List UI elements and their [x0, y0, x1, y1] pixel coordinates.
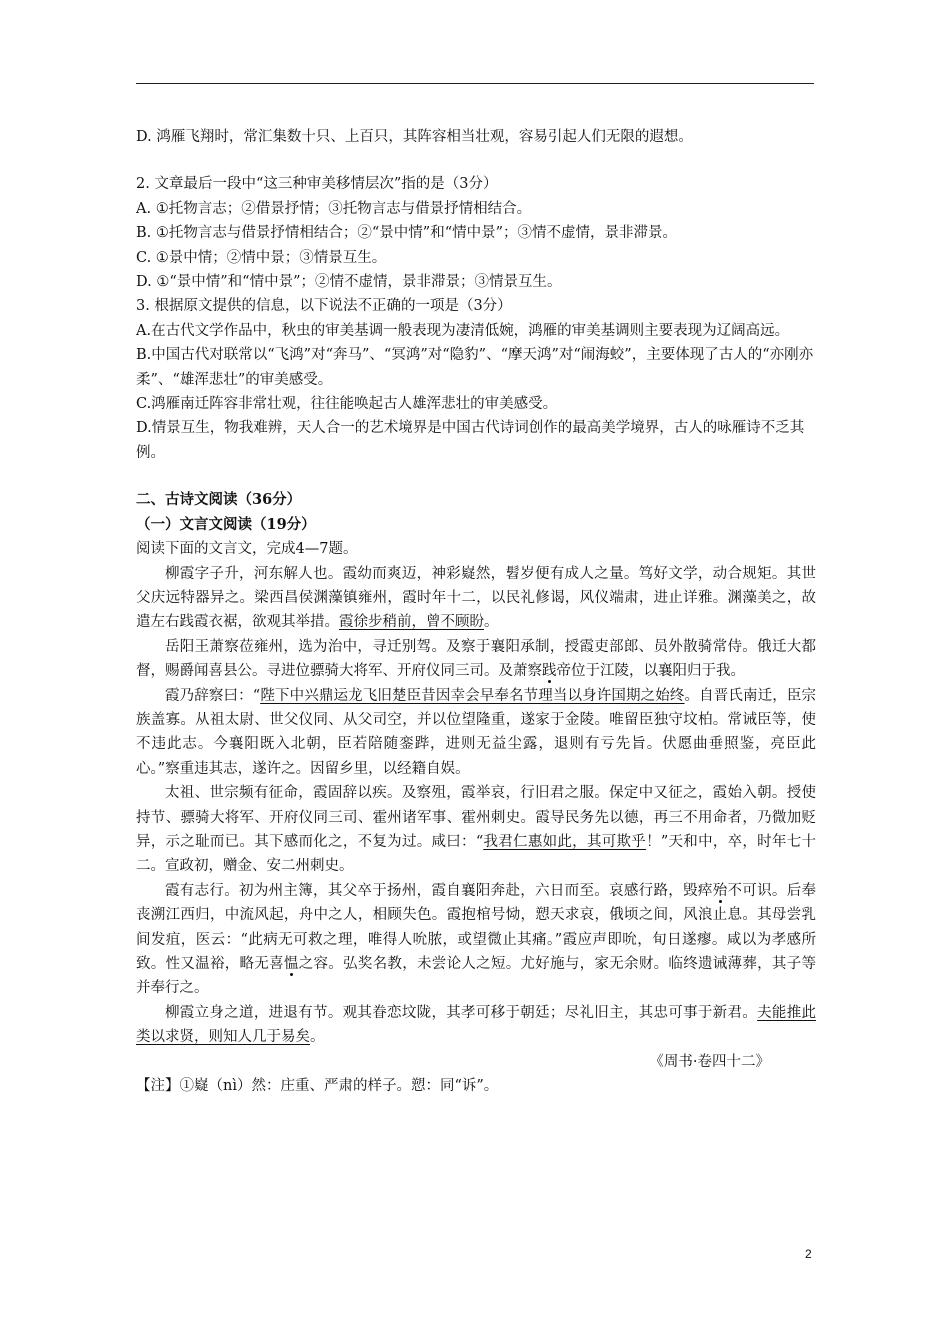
- page-content: [136, 125, 816, 1098]
- underlined-sentence: 我君仁惠如此，其可欺乎: [483, 833, 647, 850]
- question-2: [136, 172, 816, 294]
- underlined-sentence: 陛下中兴鼎运龙飞旧楚臣昔因幸会早奉名节理当以身许国期之始终: [260, 687, 685, 704]
- subsection-heading: （一）文言文阅读（19分）: [136, 515, 316, 533]
- q3-option-c: C.鸿雁南迁阵容非常壮观，往往能唤起古人雄浑悲壮的审美感受。: [136, 396, 558, 413]
- page-number: 2: [805, 1247, 812, 1261]
- underlined-sentence: 夫能推此类以求贤，则知人几于易矣: [136, 1004, 817, 1046]
- passage-paragraph-5: 霞有志行。初为州主簿，其父卒于扬州，霞自襄阳奔赴，六日而至。哀感行路，毁瘁殆不可识。后奉丧溯江西归，中流风起，舟中之人，相顾失色。霞抱棺号恸，愬天求哀，俄顷之间，风浪止息。其母尝乳间发疽，医云：“此病无可救之理，唯得人吮脓，或望微止其痛。”霞应声即吮，旬日遂瘳。咸以为孝感所致。性又温裕，略无喜愠之容。弘奖名教，未尝论人之短。尤好施与，家无余财。临终遗诫薄葬，其子等并奉行之。: [136, 882, 817, 997]
- passage-source: 《周书·卷四十二》: [649, 1053, 770, 1070]
- section-heading: 二、古诗文阅读（36分）: [136, 491, 302, 509]
- dotted-character: 殆: [712, 882, 728, 899]
- footnote: 【注】①嶷（nì）然：庄重、严肃的样子。愬：同“诉”。: [136, 1078, 499, 1095]
- q3-option-a: A.在古代文学作品中，秋虫的审美基调一般表现为凄清低婉，鸿雁的审美基调则主要表现为辽阔高远。: [136, 322, 790, 339]
- classical-passage: [136, 562, 816, 1075]
- passage-paragraph-1: 柳霞字子升，河东解人也。霞幼而爽迈，神彩嶷然，髫岁便有成人之量。笃好文学，动合规矩。其世父庆远特器异之。梁西昌侯渊藻镇雍州，霞时年十二，以民礼修谒，风仪端肃，进止详雅。渊藻美之，故遣左右践霞衣裾，欲观其举措。霞徐步稍前，曾不顾盼。: [136, 565, 816, 631]
- spacer: [136, 149, 816, 172]
- reading-instruction: 阅读下面的文言文，完成4—7题。: [136, 541, 358, 558]
- q1-option-d: D. 鸿雁飞翔时，常汇集数十只、上百只，其阵容相当壮观，容易引起人们无限的遐想。: [136, 129, 693, 145]
- underlined-sentence: 霞徐步稍前，曾不顾盼: [339, 614, 484, 631]
- q2-option-c: C. ①景中情；②情中景；③情景互生。: [136, 249, 387, 266]
- spacer: [136, 465, 816, 488]
- q2-option-b: B. ①托物言志与借景抒情相结合；②“景中情”和“情中景”；③情不虚情，景非滞景。: [136, 225, 678, 242]
- dotted-character: 愠: [283, 956, 299, 972]
- q2-option-a: A. ①托物言志；②借景抒情；③托物言志与借景抒情相结合。: [136, 200, 532, 217]
- q2-option-d: D. ①“景中情”和“情中景”；②情不虚情，景非滞景；③情景互生。: [136, 274, 562, 291]
- q3-option-d: D.情景互生，物我难辨，天人合一的艺术境界是中国古代诗词创作的最高美学境界，古人的咏雁诗不乏其例。: [136, 420, 805, 461]
- q2-stem: 2. 文章最后一段中“这三种审美移情层次”指的是（3分）: [136, 176, 498, 193]
- passage-paragraph-6: 柳霞立身之道，进退有节。观其眷恋坟陇，其孝可移于朝廷；尽礼旧主，其忠可事于新君。夫能推此类以求贤，则知人几于易矣。: [136, 1004, 817, 1046]
- passage-paragraph-4: 太祖、世宗频有征命，霞固辞以疾。及察殂，霞举哀，行旧君之服。保定中又征之，霞始入朝。授使持节、骠骑大将军、开府仪同三司、霍州诸军事、霍州刺史。霞导民务先以德，再三不用命者，乃微加贬异，示之耻而已。其下感而化之，不复为过。咸曰：“我君仁惠如此，其可欺乎！”天和中，卒，时年七十二。宣政初，赠金、安二州刺史。: [136, 785, 817, 875]
- passage-paragraph-2: 岳阳王萧察莅雍州，选为治中，寻迁别驾。及察于襄阳承制，授霞吏部郎、员外散骑常侍。俄迁大都督，赐爵闻喜县公。寻进位骠骑大将军、开府仪同三司。及萧察践帝位于江陵，以襄阳归于我。: [136, 638, 816, 680]
- question-3: [136, 294, 816, 465]
- dotted-character: 践: [542, 663, 557, 680]
- q3-stem: 3. 根据原文提供的信息，以下说法不正确的一项是（3分）: [136, 298, 512, 315]
- passage-paragraph-3: 霞乃辞察曰：“陛下中兴鼎运龙飞旧楚臣昔因幸会早奉名节理当以身许国期之始终。自晋氏南迁，臣宗族盖寡。从祖太尉、世父仪同、从父司空，并以位望隆重，遂家于金陵。唯留臣独守坟柏。常诫臣等，使不违此志。今襄阳既入北朝，臣若陪随銮跸，进则无益尘露，退则有亏先旨。伏愿曲垂照鉴，亮臣此心。”察重违其志，遂许之。因留乡里，以经籍自娱。: [136, 687, 817, 777]
- q3-option-b: B.中国古代对联常以“飞鸿”对“奔马”、“冥鸿”对“隐豹”、“摩天鸿”对“闹海蛟”，主要体现了古人的“亦刚亦柔”、“雄浑悲壮”的审美感受。: [136, 347, 814, 388]
- header-rule: [136, 83, 814, 84]
